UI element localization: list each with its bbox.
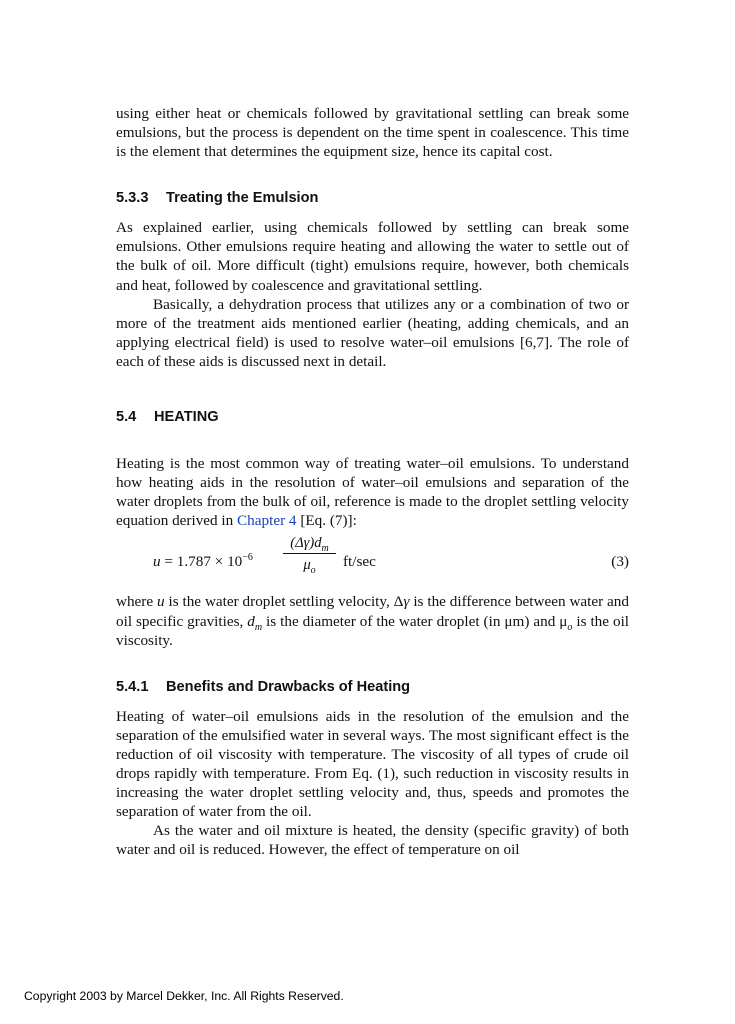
fraction-denominator bbox=[283, 556, 336, 577]
paragraph-benefits-1: Heating of water–oil emulsions aids in the resolution of the emulsion and the separation of the emulsified water in several ways. The most significant effect is the reduction of oil viscosity with temperature. The viscosity of all types of crude oil drops rapidly with temperature. From Eq. (1), such reduction in viscosity results in increasing the water droplet settling velocity and, thus, speeds and promotes the separation of water from the oil. bbox=[116, 707, 629, 821]
section-title: HEATING bbox=[154, 409, 219, 426]
fraction-numerator bbox=[283, 534, 336, 555]
sub-m: m bbox=[254, 621, 263, 633]
text-run: Heating is the most common way of treating water–oil emulsions. To understand how heating aids in the resolution of water–oil emulsions and separation of the water droplets from the bulk of oil, reference is made to the droplet settling velocity equation derived in bbox=[116, 455, 629, 530]
text-run: is the diameter of the water droplet (in μm) and μ bbox=[262, 612, 568, 630]
sub-o: o bbox=[567, 621, 573, 633]
numerator-text: (Δγ)d bbox=[290, 535, 322, 552]
equation-lhs bbox=[153, 553, 253, 571]
section-number: 5.4 bbox=[116, 409, 137, 426]
section-title: Benefits and Drawbacks of Heating bbox=[166, 678, 411, 695]
page-body bbox=[116, 104, 629, 859]
text-run: is the oil viscosity. bbox=[116, 612, 630, 649]
section-title: Treating the Emulsion bbox=[166, 190, 319, 207]
paragraph-where bbox=[116, 592, 629, 649]
text-run: is the difference between water and oil specific gravities, bbox=[116, 593, 629, 630]
section-heading-5-4 bbox=[116, 408, 629, 427]
paragraph-intro: using either heat or chemicals followed by gravitational settling can break some emulsions, but the process is dependent on the time spent in coalescence. This time is the element that determines the equipment size, hence its capital cost. bbox=[116, 105, 629, 161]
section-number: 5.4.1 bbox=[116, 678, 149, 695]
section-heading-5-4-1 bbox=[116, 678, 629, 697]
equation-3 bbox=[116, 532, 629, 592]
text-run: [Eq. (7)]: bbox=[296, 512, 357, 530]
denominator-sub: o bbox=[310, 565, 316, 577]
paragraph-heating-1 bbox=[116, 454, 629, 530]
section-heading-5-3-3 bbox=[116, 189, 629, 208]
text-run: where bbox=[116, 593, 157, 611]
chapter-4-link[interactable]: Chapter 4 bbox=[237, 512, 297, 530]
equation-unit: ft/sec bbox=[343, 553, 376, 571]
equation-fraction bbox=[283, 534, 336, 577]
numerator-sub: m bbox=[321, 543, 329, 555]
var-d: d bbox=[247, 612, 255, 630]
equation-number: (3) bbox=[611, 553, 629, 571]
var-u: u bbox=[153, 553, 161, 571]
exponent: −6 bbox=[242, 552, 253, 564]
coefficient: = 1.787 × 10 bbox=[160, 553, 243, 571]
paragraph-treating-1: As explained earlier, using chemicals followed by settling can break some emulsions. Other emulsions require heating and allowing the water to settle out of the bulk of oil. More difficult (tight) emulsions require, however, both chemicals and heat, followed by coalescence and gravitational settling. bbox=[116, 219, 629, 294]
text-run: is the water droplet settling velocity, Δ bbox=[164, 593, 404, 611]
denominator-text: μ bbox=[303, 557, 311, 574]
var-u: u bbox=[157, 593, 165, 611]
copyright-footer: Copyright 2003 by Marcel Dekker, Inc. All Rights Reserved. bbox=[24, 989, 344, 1003]
var-gamma: γ bbox=[403, 593, 410, 611]
paragraph-benefits-2: As the water and oil mixture is heated, the density (specific gravity) of both water and oil is reduced. However, the effect of temperature on oil bbox=[116, 822, 629, 859]
section-number: 5.3.3 bbox=[116, 190, 149, 207]
paragraph-treating-2: Basically, a dehydration process that utilizes any or a combination of two or more of the treatment aids mentioned earlier (heating, adding chemicals, and an applying electrical field) is used to resolve water–oil emulsions [6,7]. The role of each of these aids is discussed next in detail. bbox=[116, 295, 629, 370]
